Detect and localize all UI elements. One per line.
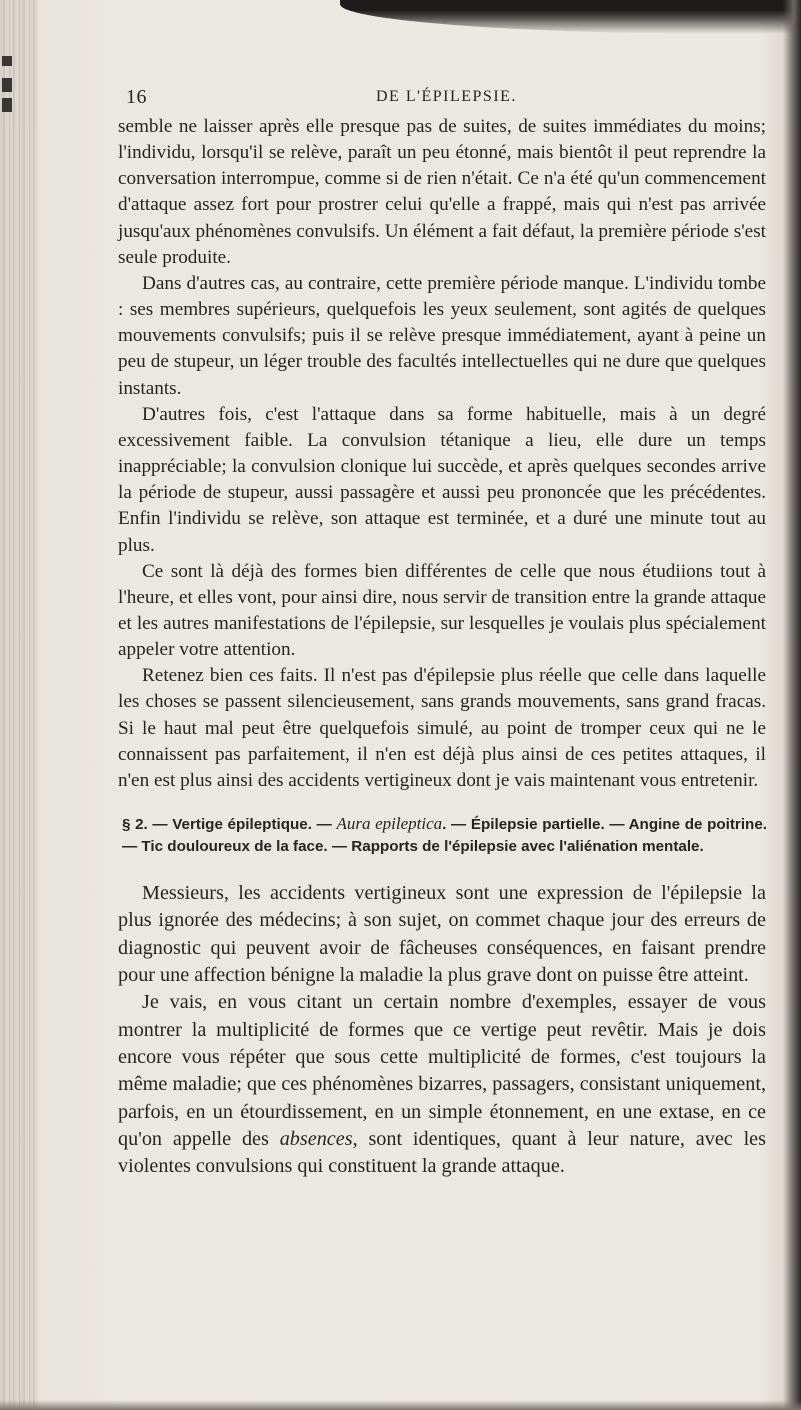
paragraph: [118, 989, 766, 1180]
paragraph: Ce sont là déjà des formes bien différentes de celle que nous étudiions tout à l'heure, et elles vont, pour ainsi dire, nous servir de transition entre la grande attaque et les autres manifestations de l'épilepsie, sur lesquelles je voulais plus spécialement appeler votre attention.: [118, 560, 766, 661]
section-title-part: — Vertige épileptique. —: [147, 816, 337, 833]
section-number: § 2.: [122, 816, 148, 833]
running-title: DE L'ÉPILEPSIE.: [376, 88, 517, 105]
section-heading: [122, 813, 767, 857]
page-bottom-shadow: [0, 1400, 801, 1410]
body-text-lower: [118, 880, 766, 1181]
paragraph-text: , sont identiques, quant à leur nature, avec les violentes convulsions qui constituent la grande attaque.: [118, 1128, 766, 1178]
paragraph: Messieurs, les accidents vertigineux sont une expression de l'épilepsie la plus ignorée des médecins; à son sujet, on commet chaque jour des erreurs de diagnostic qui peuvent avoir de fâcheuses conséquences, en faisant prendre pour une affection bénigne la maladie la plus grave dont on puisse être atteint.: [118, 882, 766, 987]
section-title-part: . — Épilepsie partielle. — Angine de poitrine. — Tic douloureux de la face. — Rapports de l'épilepsie avec l'aliénation mentale.: [122, 816, 767, 855]
paragraph-text: Je vais, en vous citant un certain nombre d'exemples, essayer de vous montrer la multiplicité de formes que ce vertige peut revêtir. Mais je dois encore vous répéter que sous cette multiplicité de formes, c'est toujours la même maladie; que ces phénomènes bizarres, passagers, consistant uniquement, parfois, en un étourdissement, en un simple étonnement, en une extase, en ce qu'on appelle des: [118, 991, 766, 1151]
paragraph: D'autres fois, c'est l'attaque dans sa forme habituelle, mais à un degré excessivement faible. La convulsion tétanique a lieu, elle dure un temps inappréciable; la convulsion clonique lui succède, et après quelques secondes arrive la période de stupeur, aussi passagère et aussi peu prononcée que les précédentes. Enfin l'individu se relève, son attaque est terminée, et a duré une minute tout au plus.: [118, 403, 766, 556]
page-top-shadow: [340, 0, 801, 34]
paragraph: Retenez bien ces faits. Il n'est pas d'épilepsie plus réelle que celle dans laquelle les choses se passent silencieusement, sans grands mouvements, sans grand fracas. Si le haut mal peut être quelquefois simulé, au point de tromper ceux qui ne le connaissent pas parfaitement, il n'en est déjà plus ainsi de ces petites attaques, il n'en est plus ainsi des accidents vertigineux dont je vais maintenant vous entretenir.: [118, 665, 766, 791]
paragraph: Dans d'autres cas, au contraire, cette première période manque. L'individu tombe : ses membres supérieurs, quelquefois les yeux seulement, sont agités de quelques mouvements convulsifs; puis il se relève presque immédiatement, ayant à peine un peu de stupeur, un léger trouble des facultés intellectuelles qui ne dure que quelques instants.: [118, 272, 766, 399]
page-number: 16: [126, 86, 147, 108]
binding-mark: [2, 98, 12, 112]
page-header: [126, 86, 776, 116]
paragraph: semble ne laisser après elle presque pas de suites, de suites immédiates du moins; l'individu, lorsqu'il se relève, paraît un peu étonné, mais bientôt il peut reprendre la conversation interrompue, comme si de rien n'était. Ce n'a été qu'un commencement d'attaque assez fort pour prostrer celui qu'elle a frappé, mais qui n'est pas arrivée jusqu'aux phénomènes convulsifs. Un élément a fait défaut, la première période s'est seule produite.: [118, 116, 766, 268]
binding-mark: [2, 78, 12, 92]
page-right-edge: [783, 0, 801, 1410]
page-binding-edge: [0, 0, 38, 1410]
body-text-upper: [118, 114, 766, 794]
italic-term: absences: [279, 1128, 353, 1151]
binding-mark: [2, 56, 12, 66]
section-title-italic: Aura epileptica: [336, 814, 443, 833]
